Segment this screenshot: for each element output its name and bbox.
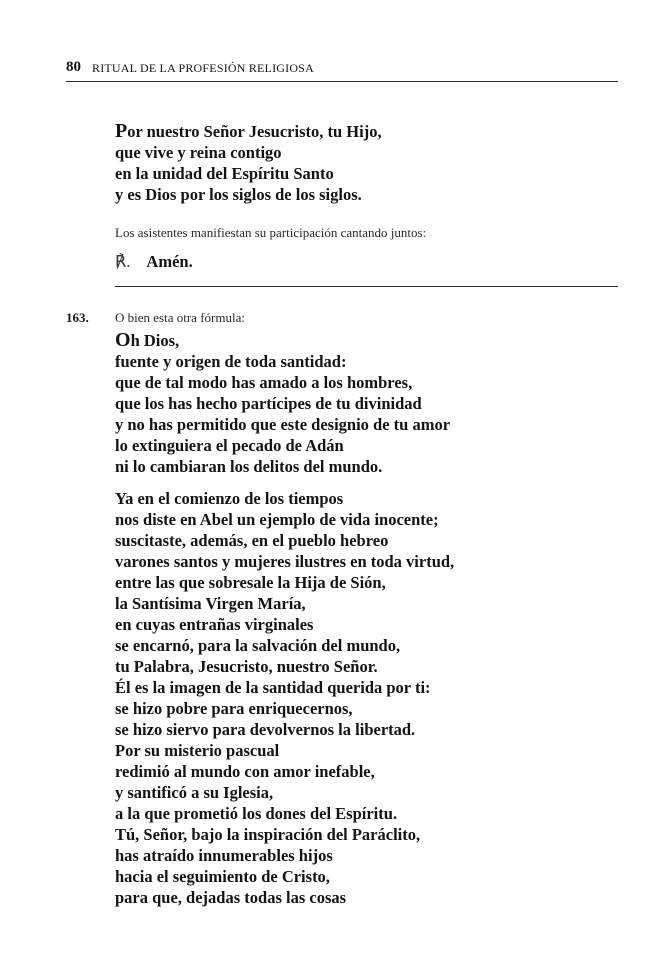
running-header xyxy=(66,57,618,82)
conclusion-line: que vive y reina contigo xyxy=(115,143,282,162)
prayer-line: la Santísima Virgen María, xyxy=(115,594,306,613)
prayer-line: Oh Dios, xyxy=(115,329,180,351)
paragraph-number: 163. xyxy=(66,310,89,325)
prayer-line: ni lo cambiaran los delitos del mundo. xyxy=(115,457,383,476)
prayer-line: hacia el seguimiento de Cristo, xyxy=(115,867,330,886)
response-line xyxy=(115,252,193,272)
prayer-line: y no has permitido que este designio de tu amor xyxy=(115,415,451,434)
prayer-line: Ya en el comienzo de los tiempos xyxy=(115,489,344,508)
prayer-line: para que, dejadas todas las cosas xyxy=(115,888,347,907)
prayer-line: varones santos y mujeres ilustres en toda virtud, xyxy=(115,552,455,571)
page-number: 80 xyxy=(66,59,81,75)
prayer-line: fuente y origen de toda santidad: xyxy=(115,352,347,371)
prayer-line: que los has hecho partícipes de tu divinidad xyxy=(115,394,422,413)
dropcap: P xyxy=(115,120,128,142)
running-title: RITUAL DE LA PROFESIÓN RELIGIOSA xyxy=(92,61,314,75)
prayer-line: has atraído innumerables hijos xyxy=(115,846,333,865)
prayer-line: Por su misterio pascual xyxy=(115,741,280,760)
prayer-line: entre las que sobresale la Hija de Sión, xyxy=(115,573,386,592)
prayer-line: a la que prometió los dones del Espíritu. xyxy=(115,804,398,823)
response-text: Amén. xyxy=(146,252,193,271)
response-symbol: ℟. xyxy=(115,252,131,271)
prayer-continuation-block xyxy=(115,488,454,908)
prayer-opening-block xyxy=(115,330,450,477)
prayer-line: tu Palabra, Jesucristo, nuestro Señor. xyxy=(115,657,378,676)
prayer-line: redimió al mundo con amor inefable, xyxy=(115,762,375,781)
rubric-participation: Los asistentes manifiestan su participación cantando juntos: xyxy=(115,225,427,240)
conclusion-block xyxy=(115,121,382,205)
rubric-alternative: O bien esta otra fórmula: xyxy=(115,310,245,325)
prayer-line: se hizo pobre para enriquecernos, xyxy=(115,699,353,718)
dropcap: O xyxy=(115,329,131,351)
prayer-line: Tú, Señor, bajo la inspiración del Paráclito, xyxy=(115,825,421,844)
prayer-line: suscitaste, además, en el pueblo hebreo xyxy=(115,531,389,550)
conclusion-line: Por nuestro Señor Jesucristo, tu Hijo, xyxy=(115,120,382,142)
conclusion-line: y es Dios por los siglos de los siglos. xyxy=(115,185,362,204)
prayer-line: en cuyas entrañas virginales xyxy=(115,615,314,634)
section-divider xyxy=(115,286,618,287)
prayer-line: se encarnó, para la salvación del mundo, xyxy=(115,636,401,655)
prayer-line: lo extinguiera el pecado de Adán xyxy=(115,436,344,455)
prayer-line: Él es la imagen de la santidad querida por ti: xyxy=(115,678,431,697)
prayer-line: se hizo siervo para devolvernos la libertad. xyxy=(115,720,416,739)
prayer-line: que de tal modo has amado a los hombres, xyxy=(115,373,413,392)
prayer-line: y santificó a su Iglesia, xyxy=(115,783,274,802)
prayer-line: nos diste en Abel un ejemplo de vida inocente; xyxy=(115,510,439,529)
conclusion-line: en la unidad del Espíritu Santo xyxy=(115,164,334,183)
